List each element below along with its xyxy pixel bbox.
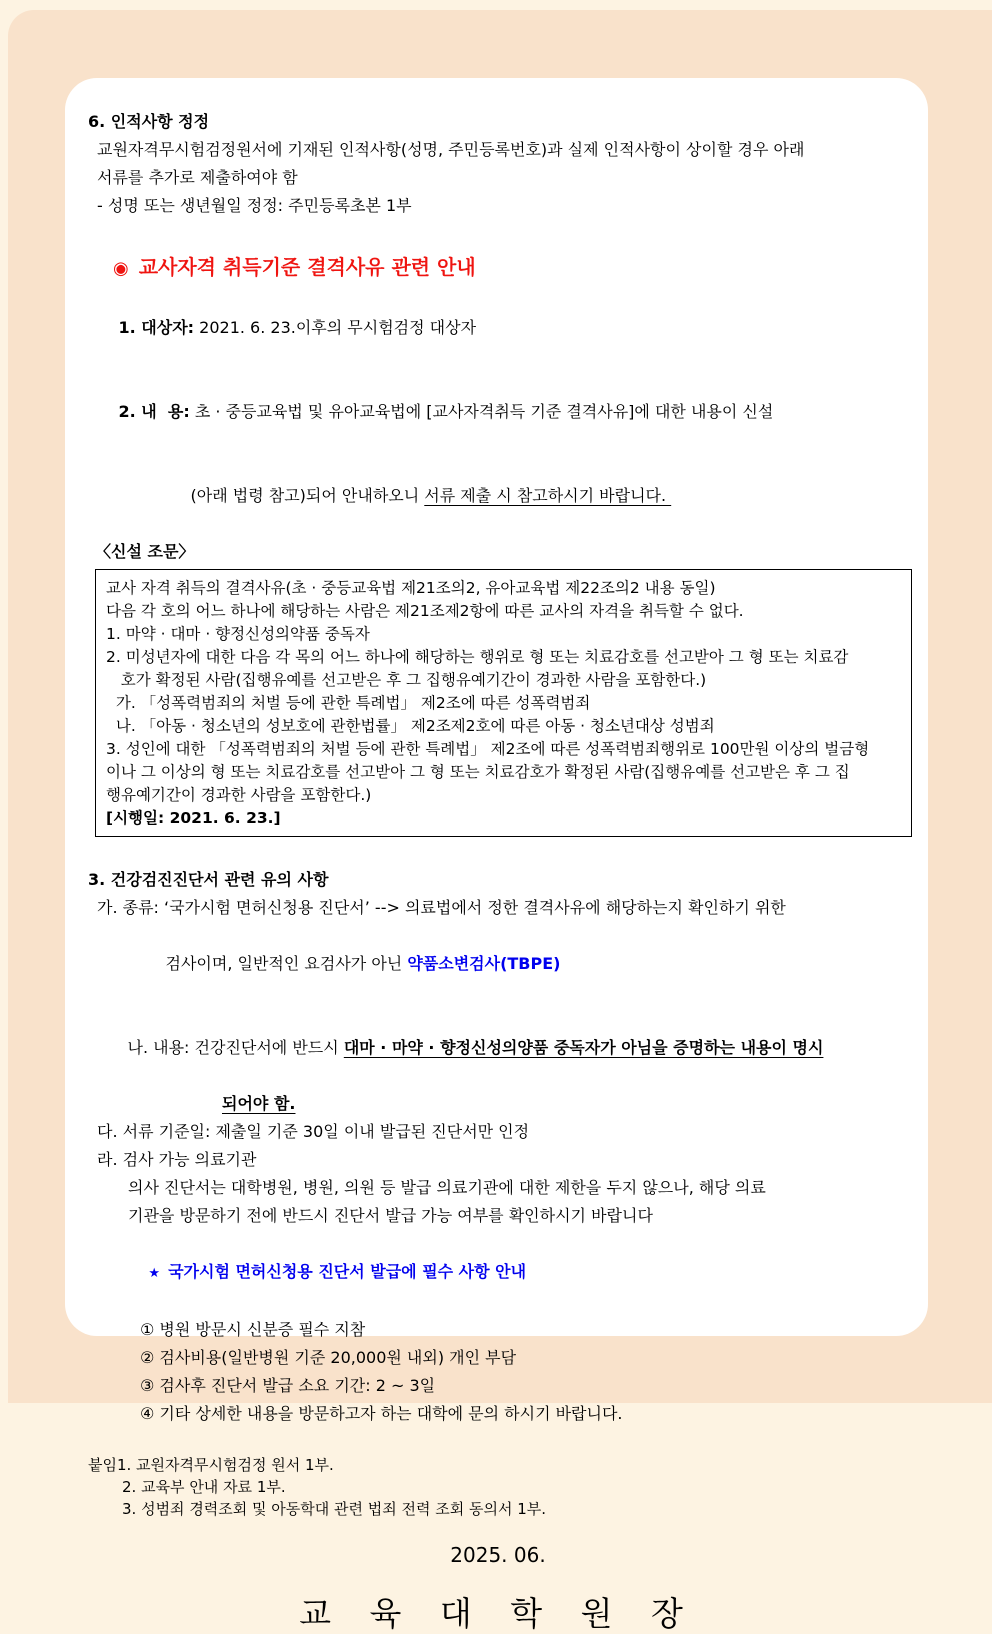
section6-title: 6. 인적사항 정정 — [88, 112, 210, 131]
exam-certificate-notice — [115, 1230, 908, 1316]
attachments-list — [88, 1454, 908, 1520]
notice-heading — [113, 252, 908, 284]
health-item-na-line2: 되어야 함. — [222, 1094, 296, 1113]
law-line: 호가 확정된 사람(집행유예를 선고받은 후 그 집행유예기간이 경과한 사람을 포함한다.) — [106, 671, 707, 689]
notice-item2-label: 2. 내 용: — [118, 402, 190, 421]
notice-item2-continuation — [160, 454, 908, 538]
law-line: 행유예기간이 경과한 사람을 포함한다.) — [106, 786, 372, 804]
notice-item2-cont-underlined: 서류 제출 시 참고하시기 바랍니다. — [424, 486, 672, 505]
law-line: 3. 성인에 대한 「성폭력범죄의 처벌 등에 관한 특례법」 제2조에 따른 성폭력범죄행위로 100만원 이상의 벌금형 — [106, 740, 870, 758]
law-line: 1. 마약 · 대마 · 향정신성의약품 중독자 — [106, 625, 370, 643]
law-line: 나. 「아동 · 청소년의 성보호에 관한법률」 제2조제2호에 따른 아동 · 청소년대상 성범죄 — [106, 717, 715, 735]
section-health-certificate — [88, 866, 908, 1428]
health-item-ga-line1: 가. 종류: ‘국가시험 면허신청용 진단서’ --> 의료법에서 정한 결격사유에 해당하는지 확인하기 위한 — [97, 898, 786, 917]
notice-item2-cont-prefix: (아래 법령 참고)되어 안내하오니 — [190, 486, 425, 505]
fisheye-bullet-icon: ◉ — [113, 258, 129, 279]
health-item-na-underlined: 대마 · 마약 · 향정신성의양품 중독자가 아님을 증명하는 내용이 명시 — [343, 1038, 824, 1057]
health-title: 3. 건강검진진단서 관련 유의 사항 — [88, 870, 329, 889]
notice-item1 — [88, 286, 908, 370]
health-item-ra: 라. 검사 가능 의료기관 — [97, 1150, 257, 1169]
health-item-na-prefix: 나. 내용: 건강진단서에 반드시 — [127, 1038, 344, 1057]
law-line: 이나 그 이상의 형 또는 치료감호를 선고받아 그 형 또는 치료감호가 확정된 사람(집행유예를 선고받은 후 그 집 — [106, 763, 850, 781]
law-line: 다음 각 호의 어느 하나에 해당하는 사람은 제21조제2항에 따른 교사의 자격을 취득할 수 없다. — [106, 602, 744, 620]
section6-line1: 교원자격무시험검정원서에 기재된 인적사항(성명, 주민등록번호)과 실제 인적사항이 상이할 경우 아래 — [97, 140, 805, 159]
notice-item2 — [88, 370, 908, 454]
section6-line2: 서류를 추가로 제출하여야 함 — [97, 168, 298, 187]
document-date: 2025. 06. — [450, 1543, 546, 1567]
health-item-ga-line2 — [135, 922, 908, 1006]
document-panel — [65, 78, 928, 1633]
section-personal-info — [88, 108, 908, 220]
attachment-3: 3. 성범죄 경력조회 및 아동학대 관련 법죄 전력 조회 동의서 1부. — [122, 1500, 547, 1518]
law-line: 교사 자격 취득의 결격사유(초 · 중등교육법 제21조의2, 유아교육법 제22조의2 내용 동일) — [106, 579, 716, 597]
attachment-1: 붙임1. 교원자격무시험검정 원서 1부. — [88, 1456, 334, 1474]
health-item-ga-line2-prefix: 검사이며, 일반적인 요검사가 아닌 — [165, 954, 408, 973]
law-quote-box — [95, 569, 912, 837]
section-notice — [88, 252, 908, 566]
notice-title: 교사자격 취득기준 결격사유 관련 안내 — [138, 255, 476, 279]
star-icon: ★ — [148, 1266, 161, 1281]
health-item-ga-highlight: 약품소변검사(TBPE) — [407, 954, 561, 973]
section6-line3: - 성명 또는 생년월일 정정: 주민등록초본 1부 — [97, 196, 412, 215]
notice-item1-label: 1. 대상자: — [118, 318, 195, 337]
health-item-na-line1 — [97, 1006, 908, 1090]
numbered-item-2: ② 검사비용(일반병원 기준 20,000원 내외) 개인 부담 — [140, 1348, 517, 1367]
numbered-item-4: ④ 기타 상세한 내용을 방문하고자 하는 대학에 문의 하시기 바랍니다. — [140, 1404, 623, 1423]
numbered-item-3: ③ 검사후 진단서 발급 소요 기간: 2 ~ 3일 — [140, 1376, 436, 1395]
new-clause-label: 〈신설 조문〉 — [95, 542, 195, 561]
law-line: 2. 미성년자에 대한 다음 각 목의 어느 하나에 해당하는 행위로 형 또는 치료감호를 선고받아 그 형 또는 치료감 — [106, 648, 849, 666]
signature-title: 교 육 대 학 원 장 — [299, 1594, 697, 1633]
law-effective-date: [시행일: 2021. 6. 23.] — [106, 809, 281, 827]
exam-certificate-notice-title: 국가시험 면허신청용 진단서 발급에 필수 사항 안내 — [168, 1262, 527, 1281]
notice-item2-text: 초 · 중등교육법 및 유아교육법에 [교사자격취득 기준 결격사유]에 대한 내용이 신설 — [189, 402, 774, 421]
health-item-ra-line2: 의사 진단서는 대학병원, 병원, 의원 등 발급 의료기관에 대한 제한을 두지 않으나, 해당 의료 — [128, 1178, 766, 1197]
health-item-da: 다. 서류 기준일: 제출일 기준 30일 이내 발급된 진단서만 인정 — [97, 1122, 530, 1141]
notice-item1-text: 2021. 6. 23.이후의 무시험검정 대상자 — [194, 318, 477, 337]
numbered-item-1: ① 병원 방문시 신분증 필수 지참 — [140, 1320, 366, 1339]
law-line: 가. 「성폭력범죄의 처벌 등에 관한 특례법」 제2조에 따른 성폭력범죄 — [106, 694, 591, 712]
health-item-ra-line3: 기관을 방문하기 전에 반드시 진단서 발급 가능 여부를 확인하시기 바랍니다 — [128, 1206, 653, 1225]
attachment-2: 2. 교육부 안내 자료 1부. — [122, 1478, 286, 1496]
